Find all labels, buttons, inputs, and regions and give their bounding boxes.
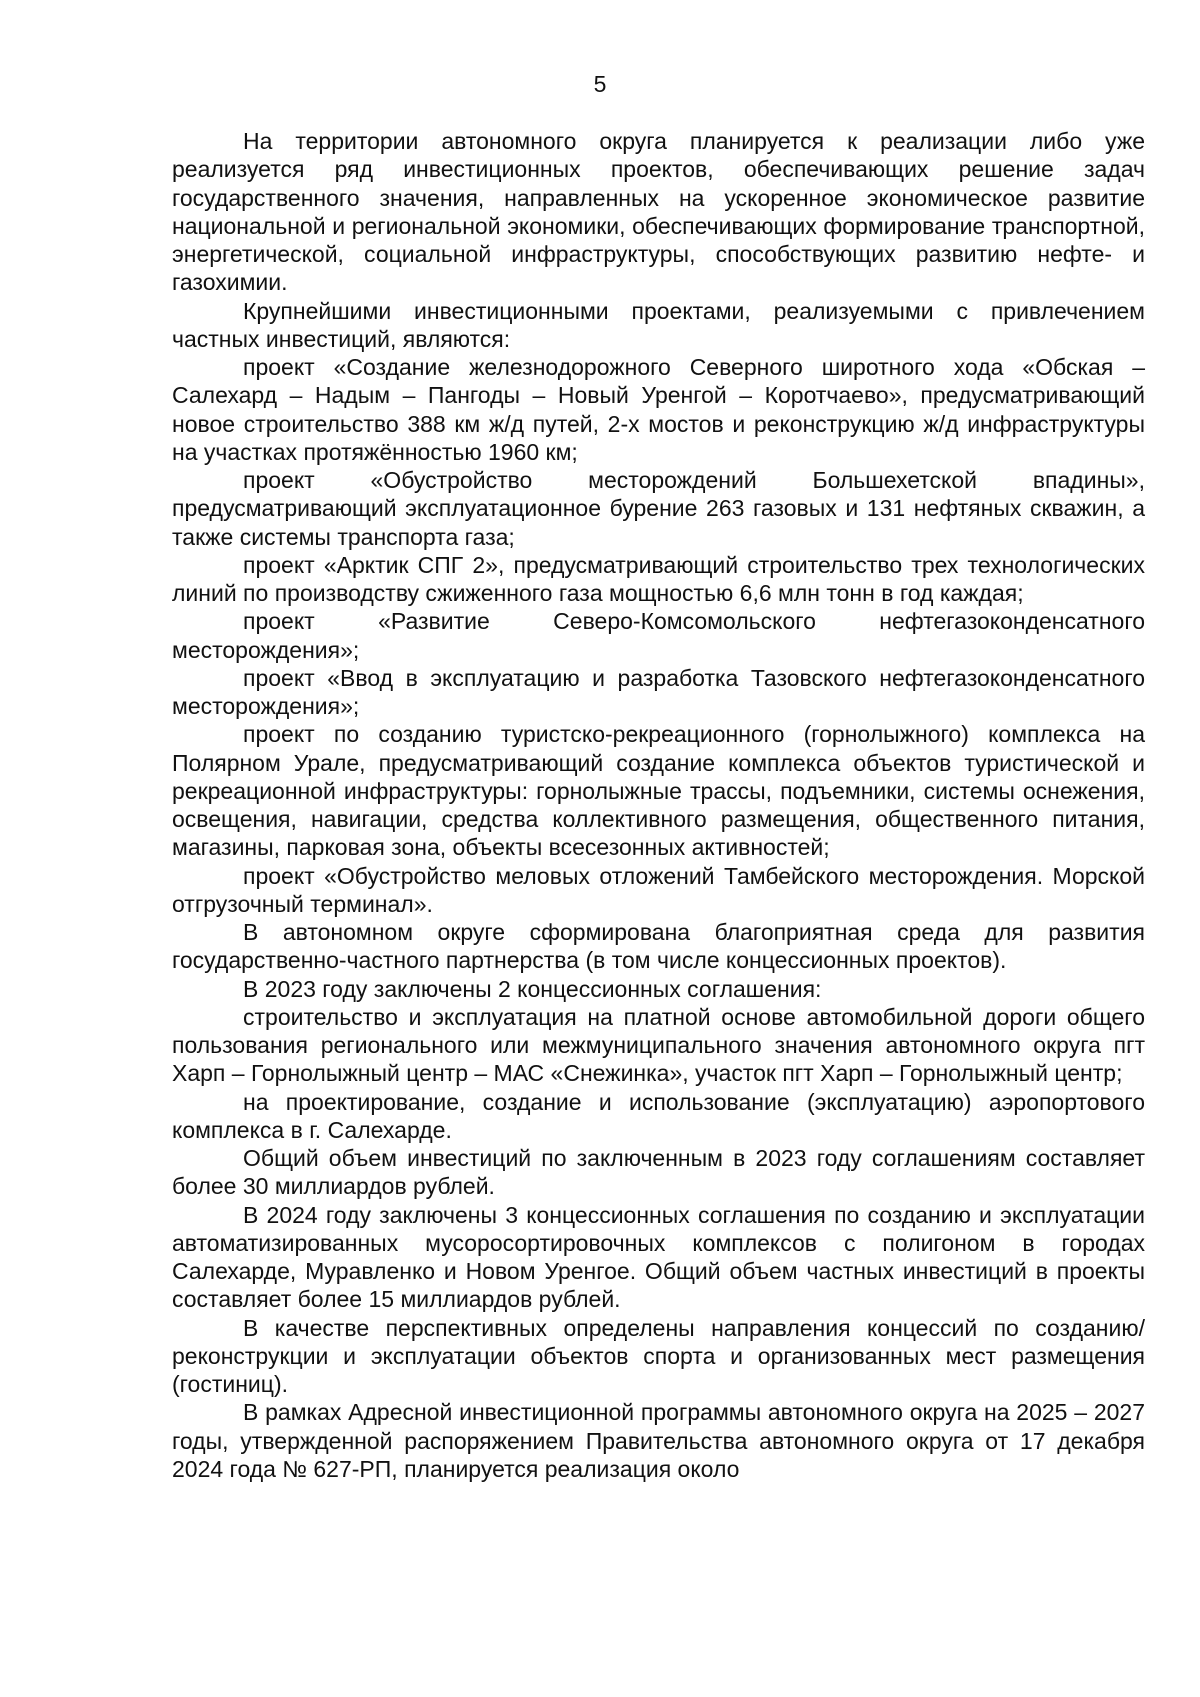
paragraph: В автономном округе сформирована благоприятная среда для развития государственно-частного партнерства (в том числе концессионных проектов). <box>172 919 1145 974</box>
paragraph: Крупнейшими инвестиционными проектами, реализуемыми с привлечением частных инвестиций, являются: <box>172 297 1145 352</box>
paragraph: проект по созданию туристско-рекреационного (горнолыжного) комплекса на Полярном Урале, предусматривающий создание комплекса объектов туристической и рекреационной инфраструктуры: горнолыжные трассы, подъемники, системы оснежения, освещения, навигации, средства коллективного размещения, общественного питания, магазины, парковая зона, объекты всесезонных активностей; <box>172 721 1145 861</box>
paragraph: проект «Создание железнодорожного Северного широтного хода «Обская – Салехард – Надым – Пангоды – Новый Уренгой – Коротчаево», предусматривающий новое строительство 388 км ж/д путей, 2-х мостов и реконструкцию ж/д инфраструктуры на участках протяжённостью 1960 км; <box>172 354 1145 465</box>
paragraph: проект «Развитие Северо-Комсомольского нефтегазоконденсатного месторождения»; <box>172 608 1145 663</box>
page-number: 5 <box>593 71 607 97</box>
document-body <box>172 127 1145 1483</box>
paragraph: строительство и эксплуатация на платной основе автомобильной дороги общего пользования регионального или межмуниципального значения автономного округа пгт Харп – Горнолыжный центр – МАС «Снежинка», участок пгт Харп – Горнолыжный центр; <box>172 1003 1145 1087</box>
paragraph: Общий объем инвестиций по заключенным в 2023 году соглашениям составляет более 30 миллиардов рублей. <box>172 1145 1145 1200</box>
paragraph: В 2023 году заключены 2 концессионных соглашения: <box>243 975 822 1002</box>
paragraph: В качестве перспективных определены направления концессий по созданию/реконструкции и эксплуатации объектов спорта и организованных мест размещения (гостиниц). <box>172 1314 1145 1397</box>
paragraph: проект «Обустройство месторождений Большехетской впадины», предусматривающий эксплуатационное бурение 263 газовых и 131 нефтяных скважин, а также системы транспорта газа; <box>172 467 1145 550</box>
paragraph: на проектирование, создание и использование (эксплуатацию) аэропортового комплекса в г. Салехарде. <box>172 1088 1145 1143</box>
paragraph: проект «Обустройство меловых отложений Тамбейского месторождения. Морской отгрузочный терминал». <box>172 862 1145 917</box>
paragraph: В 2024 году заключены 3 концессионных соглашения по созданию и эксплуатации автоматизированных мусоросортировочных комплексов с полигоном в городах Салехарде, Муравленко и Новом Уренгое. Общий объем частных инвестиций в проекты составляет более 15 миллиардов рублей. <box>172 1201 1145 1313</box>
paragraph: проект «Арктик СПГ 2», предусматривающий строительство трех технологических линий по производству сжиженного газа мощностью 6,6 млн тонн в год каждая; <box>172 551 1145 606</box>
paragraph: В рамках Адресной инвестиционной программы автономного округа на 2025 – 2027 годы, утвержденной распоряжением Правительства автономного округа от 17 декабря 2024 года № 627-РП, планируется реализация около <box>172 1399 1145 1482</box>
paragraph: проект «Ввод в эксплуатацию и разработка Тазовского нефтегазоконденсатного месторождения»; <box>172 664 1145 719</box>
paragraph: На территории автономного округа планируется к реализации либо уже реализуется ряд инвестиционных проектов, обеспечивающих решение задач государственного значения, направленных на ускоренное экономическое развитие национальной и региональной экономики, обеспечивающих формирование транспортной, энергетической, социальной инфраструктуры, способствующих развитию нефте- и газохимии. <box>172 128 1145 296</box>
